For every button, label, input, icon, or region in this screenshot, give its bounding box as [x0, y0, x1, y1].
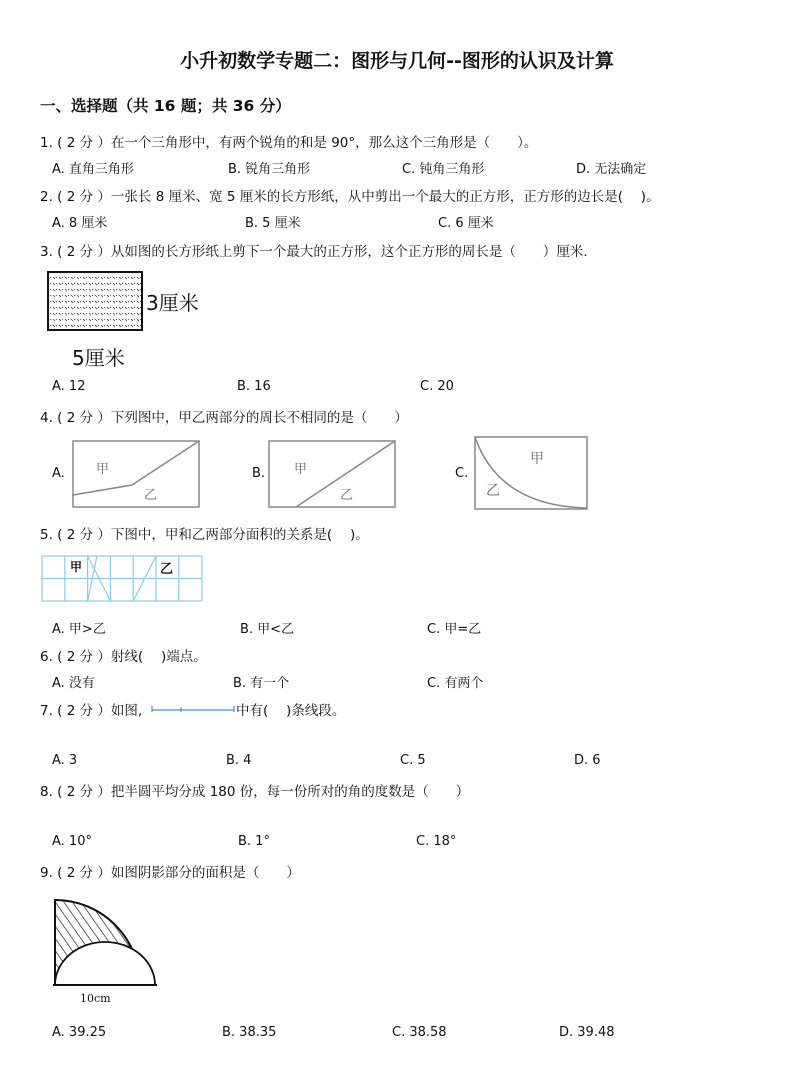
q1-option-a[interactable]: A. 直角三角形 — [52, 162, 134, 177]
q7-option-d[interactable]: D. 6 — [574, 753, 601, 768]
q9-shaded-figure — [50, 895, 160, 990]
q4-figure-a — [72, 440, 202, 510]
q4a-jia-label: 甲 — [96, 462, 110, 477]
page-title: 小升初数学专题二：图形与几何--图形的认识及计算 — [180, 50, 614, 72]
q4-figure-b — [268, 440, 398, 510]
q3-length-label: 5厘米 — [72, 346, 125, 370]
q4b-yi-label: 乙 — [340, 488, 354, 503]
q9-option-c[interactable]: C. 38.58 — [392, 1025, 447, 1040]
q1-option-d[interactable]: D. 无法确定 — [576, 162, 647, 177]
q9-option-b[interactable]: B. 38.35 — [222, 1025, 277, 1040]
q8-option-b[interactable]: B. 1° — [238, 834, 270, 849]
question-8: 8. ( 2 分 ）把半圆平均分成 180 份，每一份所对的角的度数是（ ） — [40, 784, 470, 800]
q4-option-c[interactable]: C. — [455, 466, 469, 481]
q5-option-b[interactable]: B. 甲<乙 — [240, 622, 295, 637]
q3-option-b[interactable]: B. 16 — [237, 379, 271, 394]
q5-grid-figure — [41, 555, 203, 603]
q7-option-a[interactable]: A. 3 — [52, 753, 78, 768]
question-7-prefix: 7. ( 2 分 ）如图, — [40, 703, 143, 719]
q7-option-b[interactable]: B. 4 — [226, 753, 252, 768]
q4c-yi-label: 乙 — [486, 483, 500, 499]
dotted-rectangle — [48, 272, 142, 330]
q8-option-a[interactable]: A. 10° — [52, 834, 92, 849]
q4a-yi-label: 乙 — [144, 488, 158, 503]
question-4: 4. ( 2 分 ）下列图中，甲乙两部分的周长不相同的是（ ） — [40, 410, 408, 426]
question-6: 6. ( 2 分 ）射线( )端点。 — [40, 649, 207, 665]
section-heading: 一、选择题（共 16 题；共 36 分） — [40, 97, 291, 115]
q9-option-a[interactable]: A. 39.25 — [52, 1025, 107, 1040]
question-1: 1. ( 2 分 ）在一个三角形中，有两个锐角的和是 90°，那么这个三角形是（ ）。 — [40, 135, 538, 151]
q4c-jia-label: 甲 — [530, 451, 544, 467]
q7-option-c[interactable]: C. 5 — [400, 753, 426, 768]
q2-option-c[interactable]: C. 6 厘米 — [438, 216, 494, 231]
question-3: 3. ( 2 分 ）从如图的长方形纸上剪下一个最大的正方形，这个正方形的周长是（ ）厘米. — [40, 244, 588, 260]
question-9: 9. ( 2 分 ）如图阴影部分的面积是（ ） — [40, 865, 300, 881]
question-7-suffix: 中有( )条线段。 — [236, 703, 346, 719]
question-5: 5. ( 2 分 ）下图中，甲和乙两部分面积的关系是( )。 — [40, 527, 369, 543]
q8-option-c[interactable]: C. 18° — [416, 834, 457, 849]
q9-option-d[interactable]: D. 39.48 — [559, 1025, 615, 1040]
q4-option-a[interactable]: A. — [52, 466, 65, 481]
q3-option-c[interactable]: C. 20 — [420, 379, 454, 394]
q7-segment-figure — [151, 704, 235, 714]
q9-dimension-label: 10cm — [80, 992, 111, 1005]
q4b-jia-label: 甲 — [294, 462, 308, 477]
q5-jia-label: 甲 — [70, 560, 83, 574]
q5-option-a[interactable]: A. 甲>乙 — [52, 622, 106, 637]
q5-yi-label: 乙 — [160, 562, 174, 577]
q6-option-c[interactable]: C. 有两个 — [427, 676, 484, 691]
q4-option-b[interactable]: B. — [252, 466, 266, 481]
q5-option-c[interactable]: C. 甲=乙 — [427, 622, 482, 637]
q6-option-b[interactable]: B. 有一个 — [233, 676, 290, 691]
q2-option-a[interactable]: A. 8 厘米 — [52, 216, 108, 231]
q3-width-label: 3厘米 — [146, 291, 199, 315]
question-2: 2. ( 2 分 ）一张长 8 厘米、宽 5 厘米的长方形纸，从中剪出一个最大的正方形，正方形的边长是( )。 — [40, 189, 660, 205]
q1-option-b[interactable]: B. 锐角三角形 — [228, 162, 311, 177]
q6-option-a[interactable]: A. 没有 — [52, 676, 95, 691]
q3-option-a[interactable]: A. 12 — [52, 379, 86, 394]
q1-option-c[interactable]: C. 钝角三角形 — [402, 162, 485, 177]
q2-option-b[interactable]: B. 5 厘米 — [245, 216, 301, 231]
